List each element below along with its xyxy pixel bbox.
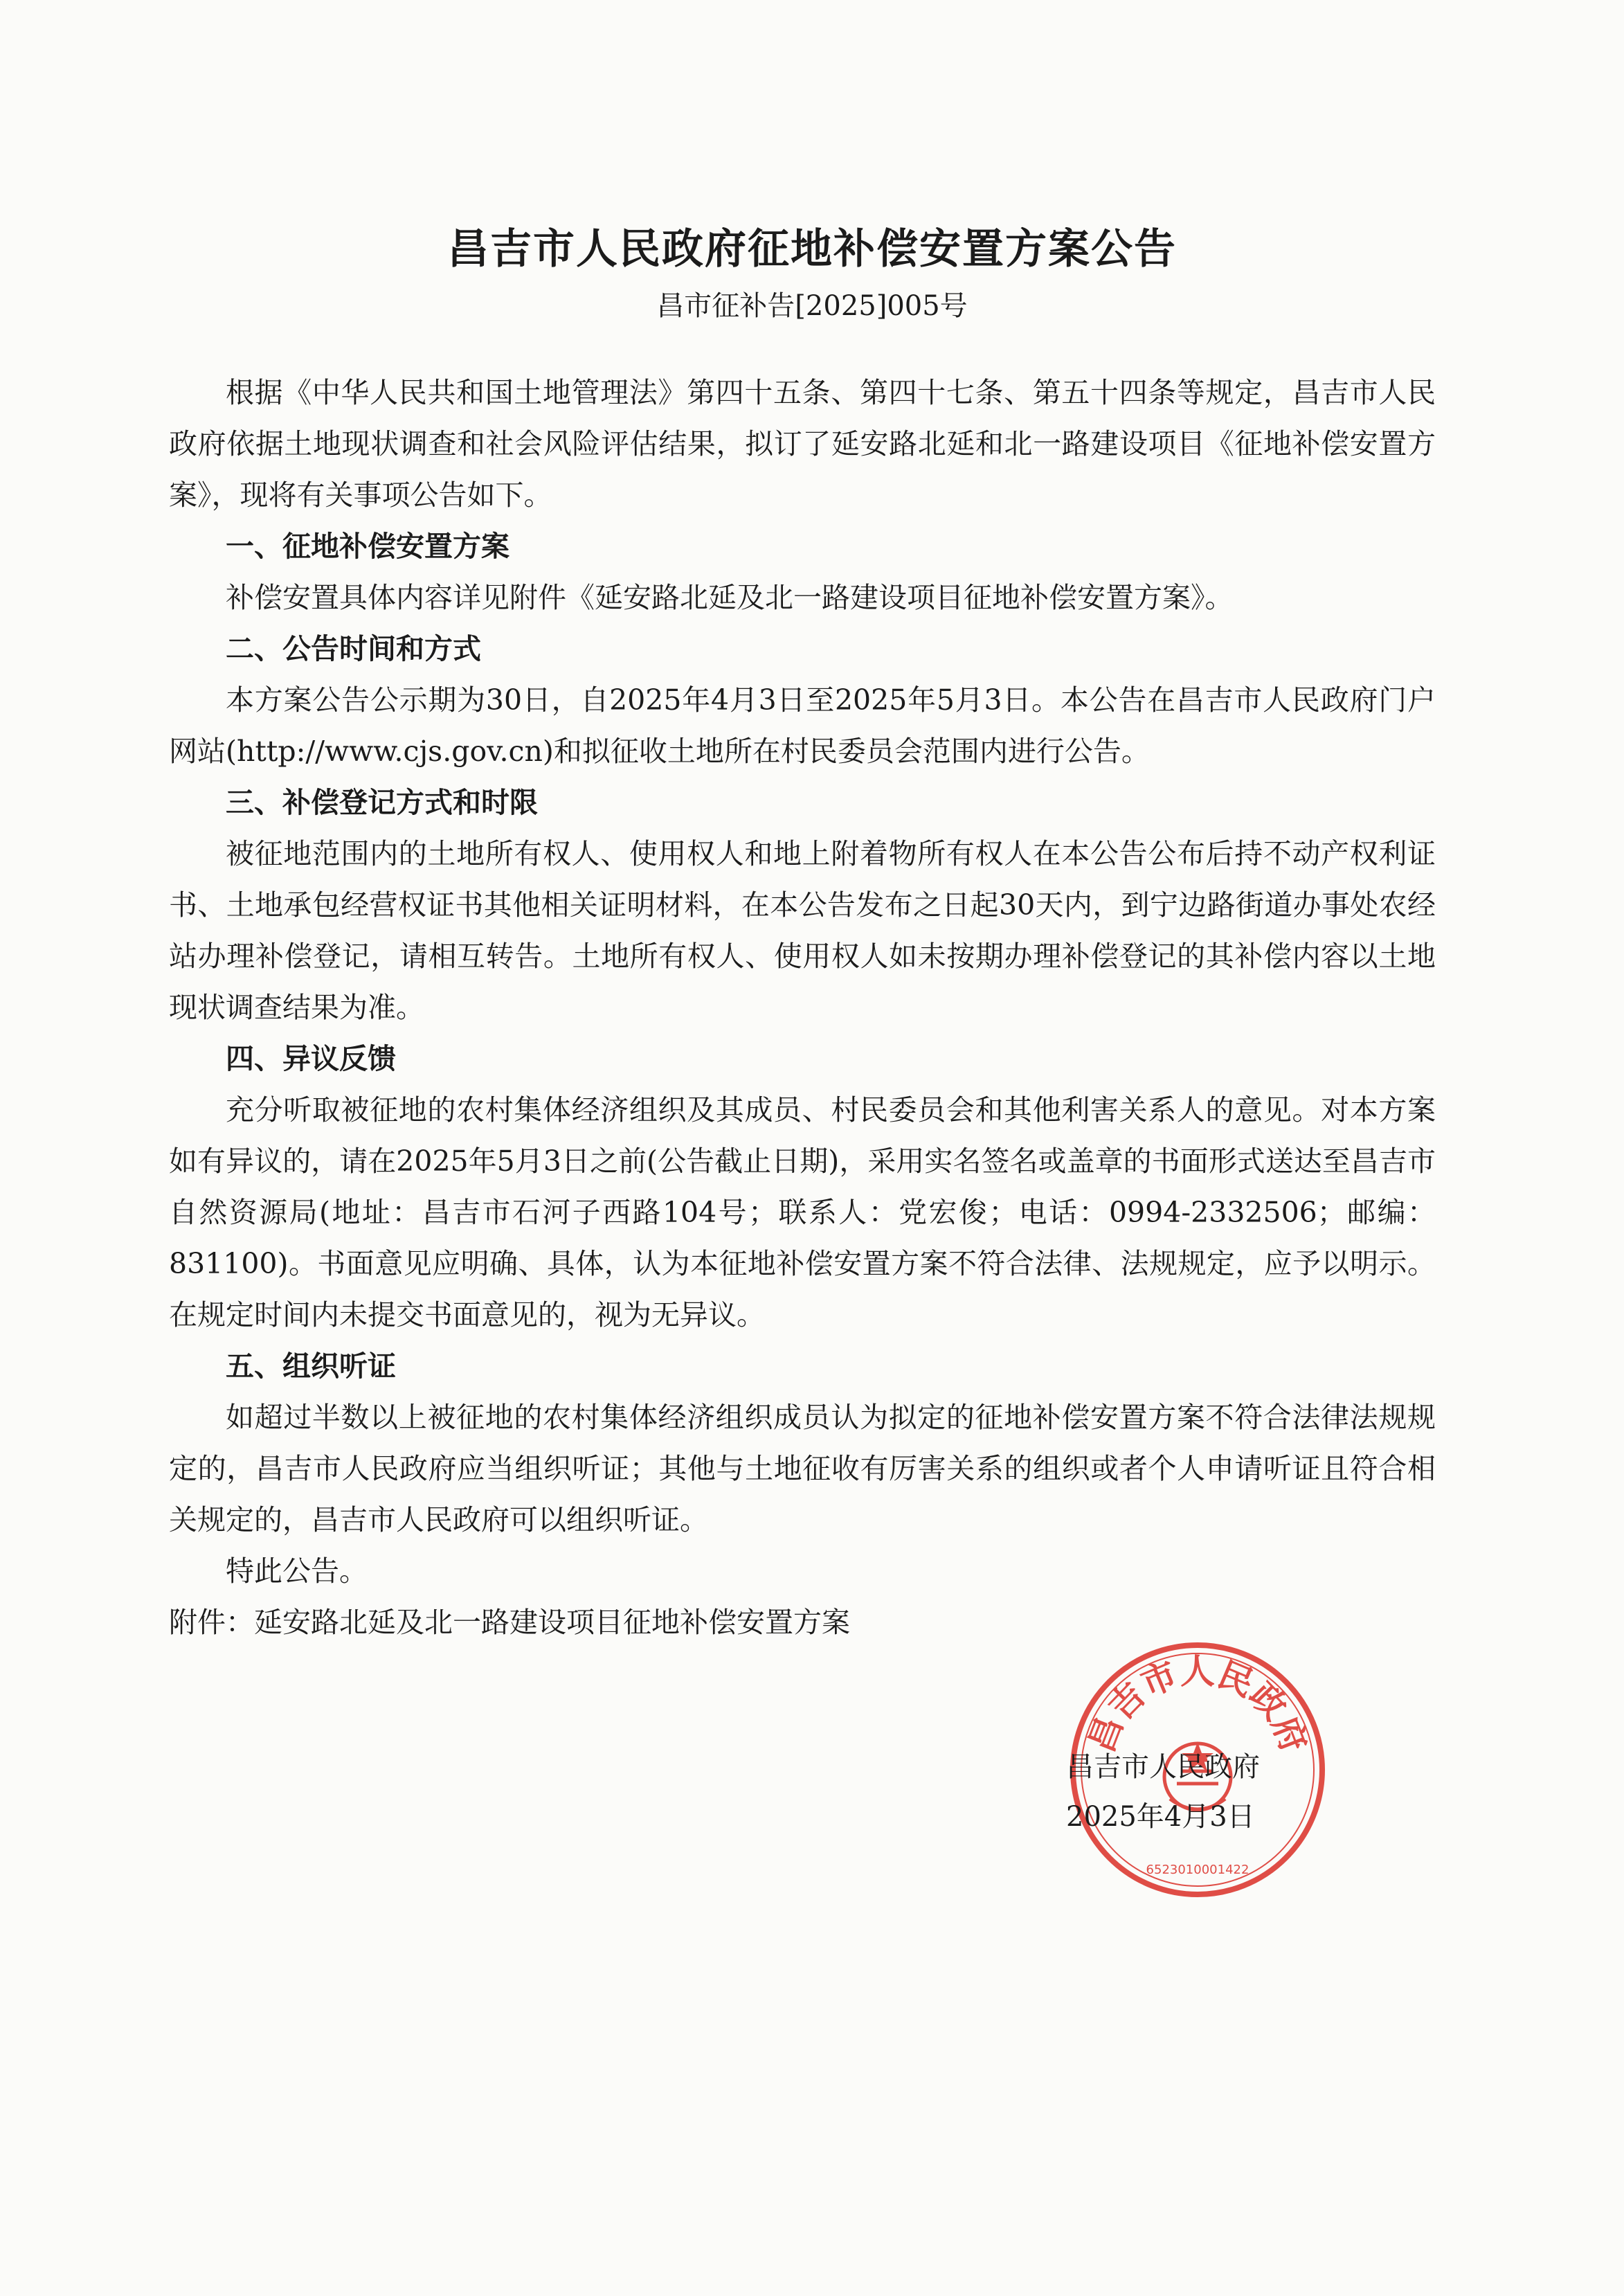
section-5-text: 如超过半数以上被征地的农村集体经济组织成员认为拟定的征地补偿安置方案不符合法律法规规定的，昌吉市人民政府应当组织听证；其他与土地征收有厉害关系的组织或者个人申请听证且符合相关规定的，昌吉市人民政府可以组织听证。 (169, 1401, 1436, 1536)
section-1-heading: 一、征地补偿安置方案 (226, 530, 509, 563)
section-1-text: 补偿安置具体内容详见附件《延安路北延及北一路建设项目征地补偿安置方案》。 (226, 581, 1234, 614)
document-body (169, 367, 1436, 1648)
section-2-heading: 二、公告时间和方式 (226, 632, 481, 665)
attachment-line: 附件：延安路北延及北一路建设项目征地补偿安置方案 (169, 1606, 850, 1639)
closing-text: 特此公告。 (226, 1554, 368, 1588)
section-4-text: 充分听取被征地的农村集体经济组织及其成员、村民委员会和其他利害关系人的意见。对本方案如有异议的，请在2025年5月3日之前(公告截止日期)，采用实名签名或盖章的书面形式送达至昌吉市自然资源局(地址：昌吉市石河子西路104号；联系人：党宏俊；电话：0994-2332506；邮编：831100)。书面意见应明确、具体，认为本征地补偿安置方案不符合法律、法规规定，应予以明示。在规定时间内未提交书面意见的，视为无异议。 (169, 1093, 1436, 1331)
section-5-heading: 五、组织听证 (226, 1349, 396, 1383)
section-4-heading: 四、异议反馈 (226, 1042, 396, 1075)
signer-name: 昌吉市人民政府 (1066, 1751, 1260, 1783)
signature-date: 2025年4月3日 (1066, 1801, 1255, 1833)
section-2-text: 本方案公告公示期为30日，自2025年4月3日至2025年5月3日。本公告在昌吉市人民政府门户网站(http://www.cjs.gov.cn)和拟征收土地所在村民委员会范围内进行公告。 (169, 683, 1436, 768)
signature-block (1066, 1742, 1294, 1842)
document-number: 昌市征补告[2025]005号 (656, 290, 968, 322)
document-title: 昌吉市人民政府征地补偿安置方案公告 (447, 225, 1177, 273)
intro-paragraph: 根据《中华人民共和国土地管理法》第四十五条、第四十七条、第五十四条等规定，昌吉市人民政府依据土地现状调查和社会风险评估结果，拟订了延安路北延和北一路建设项目《征地补偿安置方案》，现将有关事项公告如下。 (169, 376, 1436, 512)
section-3-text: 被征地范围内的土地所有权人、使用权人和地上附着物所有权人在本公告公布后持不动产权利证书、土地承包经营权证书其他相关证明材料，在本公告发布之日起30天内，到宁边路街道办事处农经站办理补偿登记，请相互转告。土地所有权人、使用权人如未按期办理补偿登记的其补偿内容以土地现状调查结果为准。 (169, 837, 1436, 1024)
seal-text: 昌吉市人民政府 (1081, 1651, 1315, 1758)
section-3-heading: 三、补偿登记方式和时限 (226, 786, 538, 819)
seal-number: 6523010001422 (1146, 1863, 1249, 1877)
